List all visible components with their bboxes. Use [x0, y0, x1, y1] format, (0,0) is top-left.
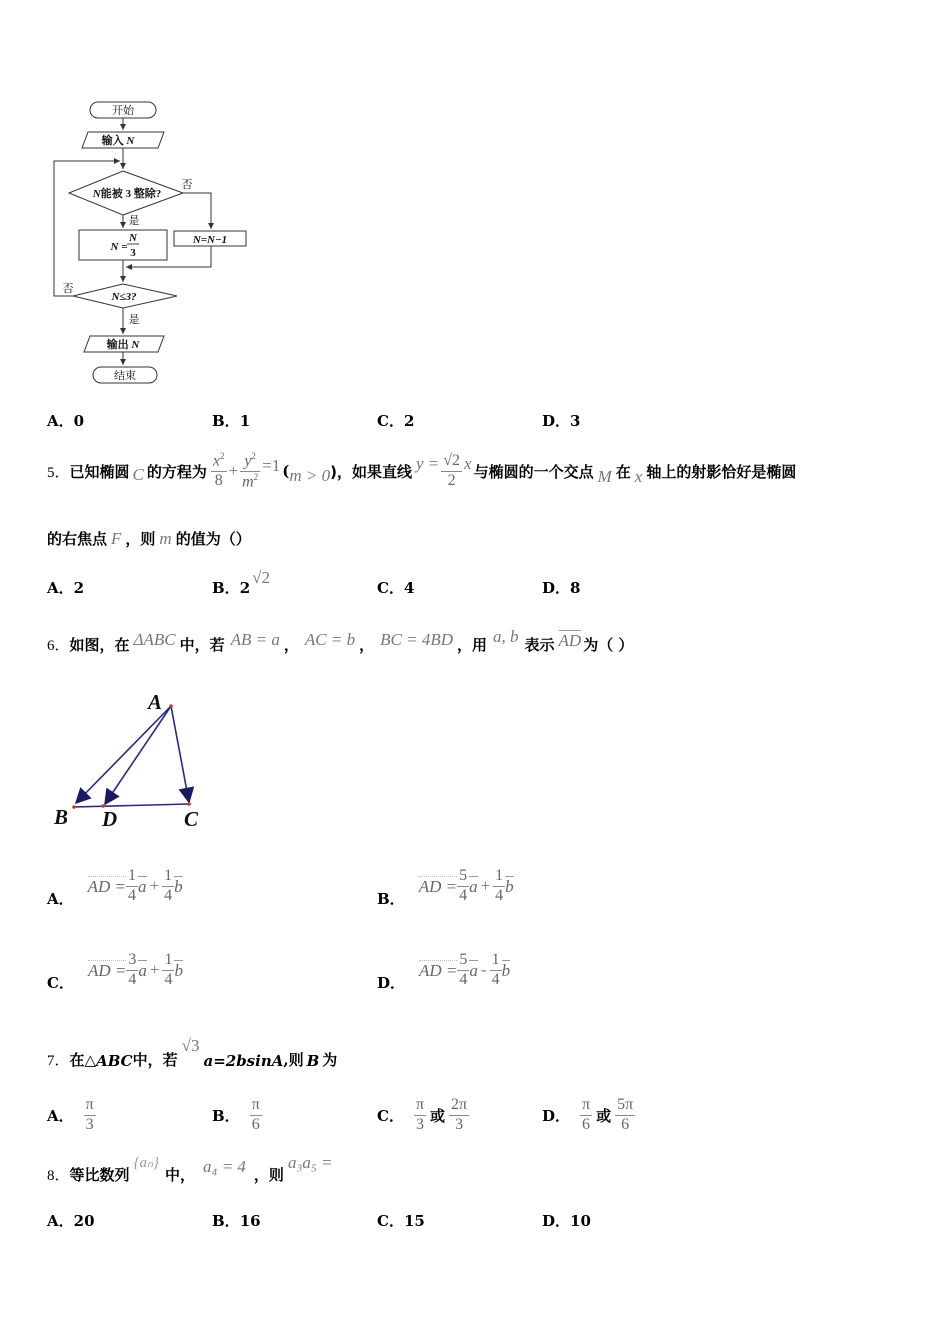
flow-assign-num: N — [129, 232, 137, 244]
q5-frac-sqrt2: $\frac{√2}{2}$ — [443, 452, 461, 489]
flow-output-var: N — [131, 339, 140, 351]
flow-end-text: 结束 — [114, 370, 136, 382]
flowchart — [40, 95, 280, 390]
vertex-label-b: B — [54, 805, 69, 829]
q5-var-c: C — [132, 465, 144, 484]
q6-option-c: C． AD = $\frac{3}{4}$ a + $\frac{1}{4}$ b — [47, 951, 183, 992]
q5-option-b: B．2√2 — [212, 568, 270, 597]
q5-text-4: 与椭圆的一个交点 — [473, 462, 594, 481]
q5-text-1: 已知椭圆 — [69, 462, 130, 481]
vertex-label-c: C — [184, 807, 199, 831]
svg-text:输入 N — [101, 133, 136, 147]
q6-option-b: B． AD = $\frac{5}{4}$ a + $\frac{1}{4}$ b — [377, 867, 514, 908]
svg-text:输出 N — [106, 337, 141, 351]
q5-option-d: D．8 — [542, 579, 581, 597]
q5-text-2: 的方程为 — [146, 462, 207, 481]
q6-option-d: D． AD = $\frac{5}{4}$ a - $\frac{1}{4}$ b — [377, 951, 511, 992]
triangle-figure — [50, 688, 210, 833]
segment-ad — [105, 706, 171, 804]
q5-condition: m > 0 — [289, 466, 331, 485]
flow-yes-1: 是 — [128, 215, 140, 227]
q8-option-b: B．16 — [212, 1212, 261, 1230]
flow-input-var: N — [126, 135, 135, 147]
q7-option-b: B． $\frac{\pi}{6}$ — [212, 1096, 260, 1133]
q5-frac-x: $\frac{x^2}{8}$ — [212, 451, 225, 490]
flow-cond1-text: 能被 3 整除? — [100, 188, 162, 200]
svg-text:N能被 3 整除? — [92, 186, 161, 200]
flow-assign-lhs: N = — [110, 241, 128, 253]
flow-yes-2: 是 — [128, 314, 140, 326]
vertex-label-d: D — [102, 807, 118, 831]
vertex-label-a: A — [148, 690, 163, 714]
flow-cond1-var: N — [92, 188, 101, 200]
flow-output-text: 输出 — [106, 339, 129, 351]
q6-option-a: A． AD = $\frac{1}{4}$ a + $\frac{1}{4}$ b — [47, 867, 183, 908]
q5-option-a: A．2 — [47, 579, 85, 597]
q7-option-c: C． $\frac{\pi}{3}$ 或 $\frac{2\pi}{3}$ — [377, 1096, 468, 1133]
q4-option-c: C．2 — [377, 412, 415, 430]
flow-cond2-text: N≤3? — [111, 291, 137, 303]
q7-option-a: A． $\frac{\pi}{3}$ — [47, 1096, 94, 1133]
q8-option-c: C．15 — [377, 1212, 425, 1230]
q5-text-5: 轴上的射影恰好是椭圆 — [646, 462, 797, 481]
q5-text-3: )，如果直线 — [330, 462, 412, 481]
q8-option-a: A．20 — [47, 1212, 95, 1230]
q5-number: 5． — [47, 464, 70, 481]
q4-option-d: D．3 — [542, 412, 581, 430]
flow-input-text: 输入 — [101, 135, 124, 147]
flow-decrement-text: N=N−1 — [192, 234, 228, 246]
q8-option-d: D．10 — [542, 1212, 591, 1230]
q4-option-a: A．0 — [47, 412, 85, 430]
flow-no-1: 否 — [181, 179, 193, 191]
q4-option-b: B．1 — [212, 412, 251, 430]
q5-option-c: C．4 — [377, 579, 415, 597]
flow-assign-den: 3 — [130, 247, 136, 259]
flow-no-2: 否 — [62, 283, 74, 295]
q5-frac-y: $\frac{y^2}{m^2}$ — [242, 450, 259, 490]
flow-start-text: 开始 — [112, 105, 134, 117]
segment-bc — [74, 804, 189, 807]
q7-option-d: D． $\frac{\pi}{6}$ 或 $\frac{5\pi}{6}$ — [542, 1096, 634, 1133]
segment-ab — [76, 706, 171, 803]
segment-ac — [171, 706, 189, 802]
